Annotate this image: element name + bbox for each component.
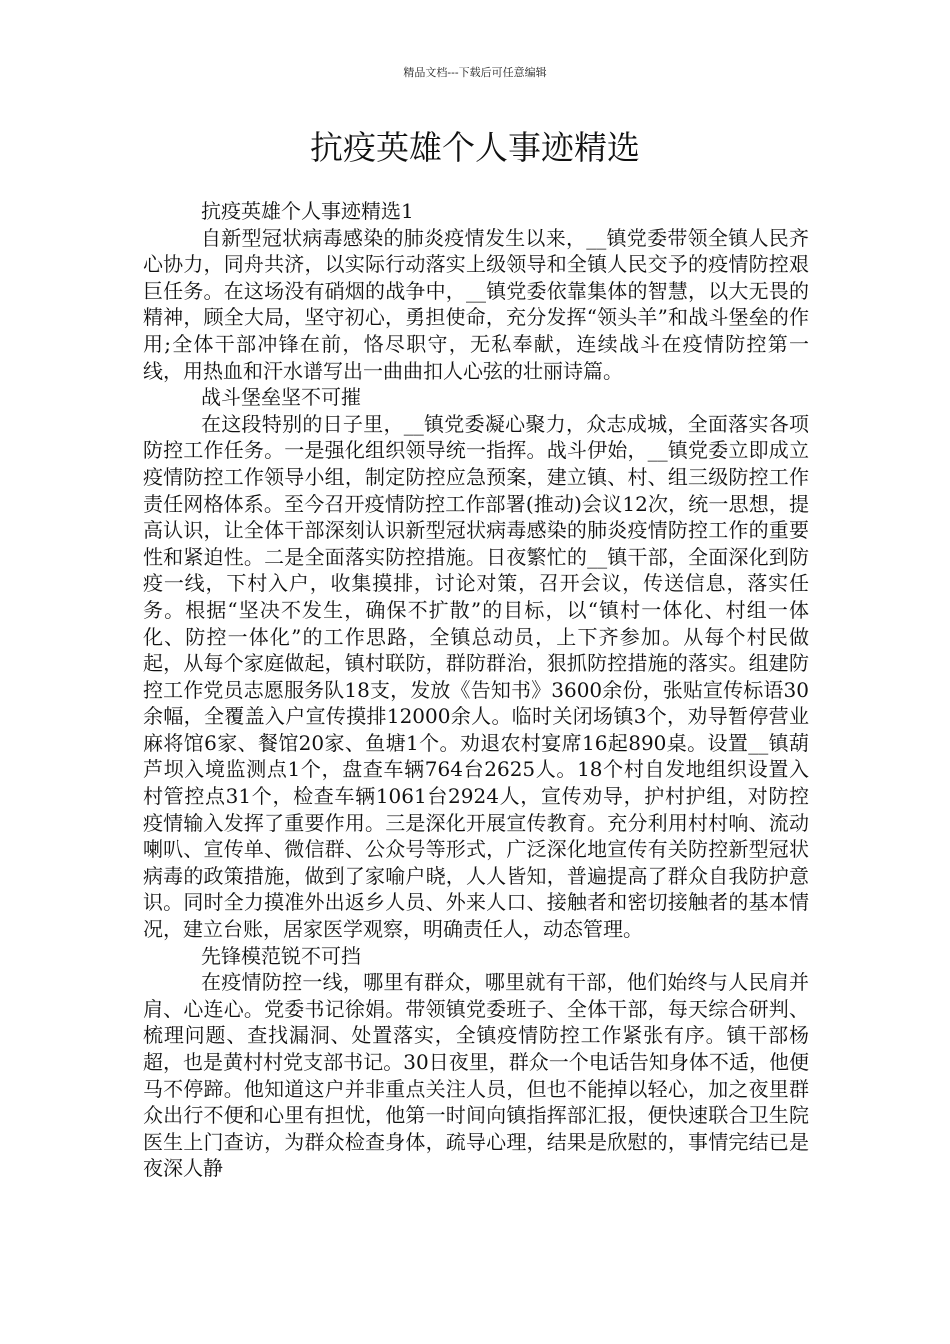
section-subtitle: 抗疫英雄个人事迹精选1 xyxy=(201,199,414,223)
section-heading-2: 先锋模范锐不可挡 xyxy=(201,943,361,968)
paragraph-section-1: 在这段特别的日子里，__镇党委凝心聚力，众志成城，全面落实各项防控工作任务。一是强化组织领导统一指挥。战斗伊始，__镇党委立即成立疫情防控工作领导小组，制定防控应急预案，建立镇、村、组三级防控工作责任网格体系。至今召开疫情防控工作部署(推动)会议12次，统一思想，提高认识，让全体干部深刻认识新型冠状病毒感染的肺炎疫情防控工作的重要性和紧迫性。二是全面落实防控措施。日夜繁忙的__镇干部，全面深化到防疫一线，下村入户，收集摸排，讨论对策，召开会议，传送信息，落实任务。根据“坚决不发生，确保不扩散”的目标，以“镇村一体化、村组一体化、防控一体化”的工作思路，全镇总动员，上下齐参加。从每个村民做起，从每个家庭做起，镇村联防，群防群治，狠抓防控措施的落实。组建防控工作党员志愿服务队18支，发放《告知书》3600余份，张贴宣传标语30余幅，全覆盖入户宣传摸排12000余人。临时关闭场镇3个，劝导暂停营业麻将馆6家、餐馆20家、鱼塘1个。劝退农村宴席16起890桌。设置__镇葫芦坝入境监测点1个，盘查车辆764台2625人。18个村自发地组织设置入村管控点31个，检查车辆1061台2924人，宣传劝导，护村护组，对防控疫情输入发挥了重要作用。三是深化开展宣传教育。充分利用村村响、流动喇叭、宣传单、微信群、公众号等形式，广泛深化地宣传有关防控新型冠状病毒的政策措施，做到了家喻户晓，人人皆知，普遍提高了群众自我防护意识。同时全力摸准外出返乡人员、外来人口、接触者和密切接触者的基本情况，建立台账，居家医学观察，明确责任人，动态管理。 xyxy=(143,411,809,942)
header-note: 精品文档---下载后可任意编辑 xyxy=(403,66,547,79)
paragraph-intro: 自新型冠状病毒感染的肺炎疫情发生以来，__镇党委带领全镇人民齐心协力，同舟共济，以实际行动落实上级领导和全镇人民交予的疫情防控艰巨任务。在这场没有硝烟的战争中，__镇党委依靠集体的智慧，以大无畏的精神，顾全大局，坚守初心，勇担使命，充分发挥“领头羊”和战斗堡垒的作用;全体干部冲锋在前，恪尽职守，无私奉献，连续战斗在疫情防控第一线，用热血和汗水谱写出一曲曲扣人心弦的壮丽诗篇。 xyxy=(143,225,809,383)
document-body xyxy=(143,198,809,1182)
paragraph-section-2: 在疫情防控一线，哪里有群众，哪里就有干部，他们始终与人民肩并肩、心连心。党委书记徐娟。带领镇党委班子、全体干部，每天综合研判、梳理问题、查找漏洞、处置落实，全镇疫情防控工作紧张有序。镇干部杨超，也是黄村村党支部书记。30日夜里，群众一个电话告知身体不适，他便马不停蹄。他知道这户并非重点关注人员，但也不能掉以轻心，加之夜里群众出行不便和心里有担忧，他第一时间向镇指挥部汇报，便快速联合卫生院医生上门查访，为群众检查身体，疏导心理，结果是欣慰的，事情完结已是夜深人静 xyxy=(143,970,809,1181)
document-title: 抗疫英雄个人事迹精选 xyxy=(310,128,640,167)
section-heading-1: 战斗堡垒坚不可摧 xyxy=(201,385,361,410)
